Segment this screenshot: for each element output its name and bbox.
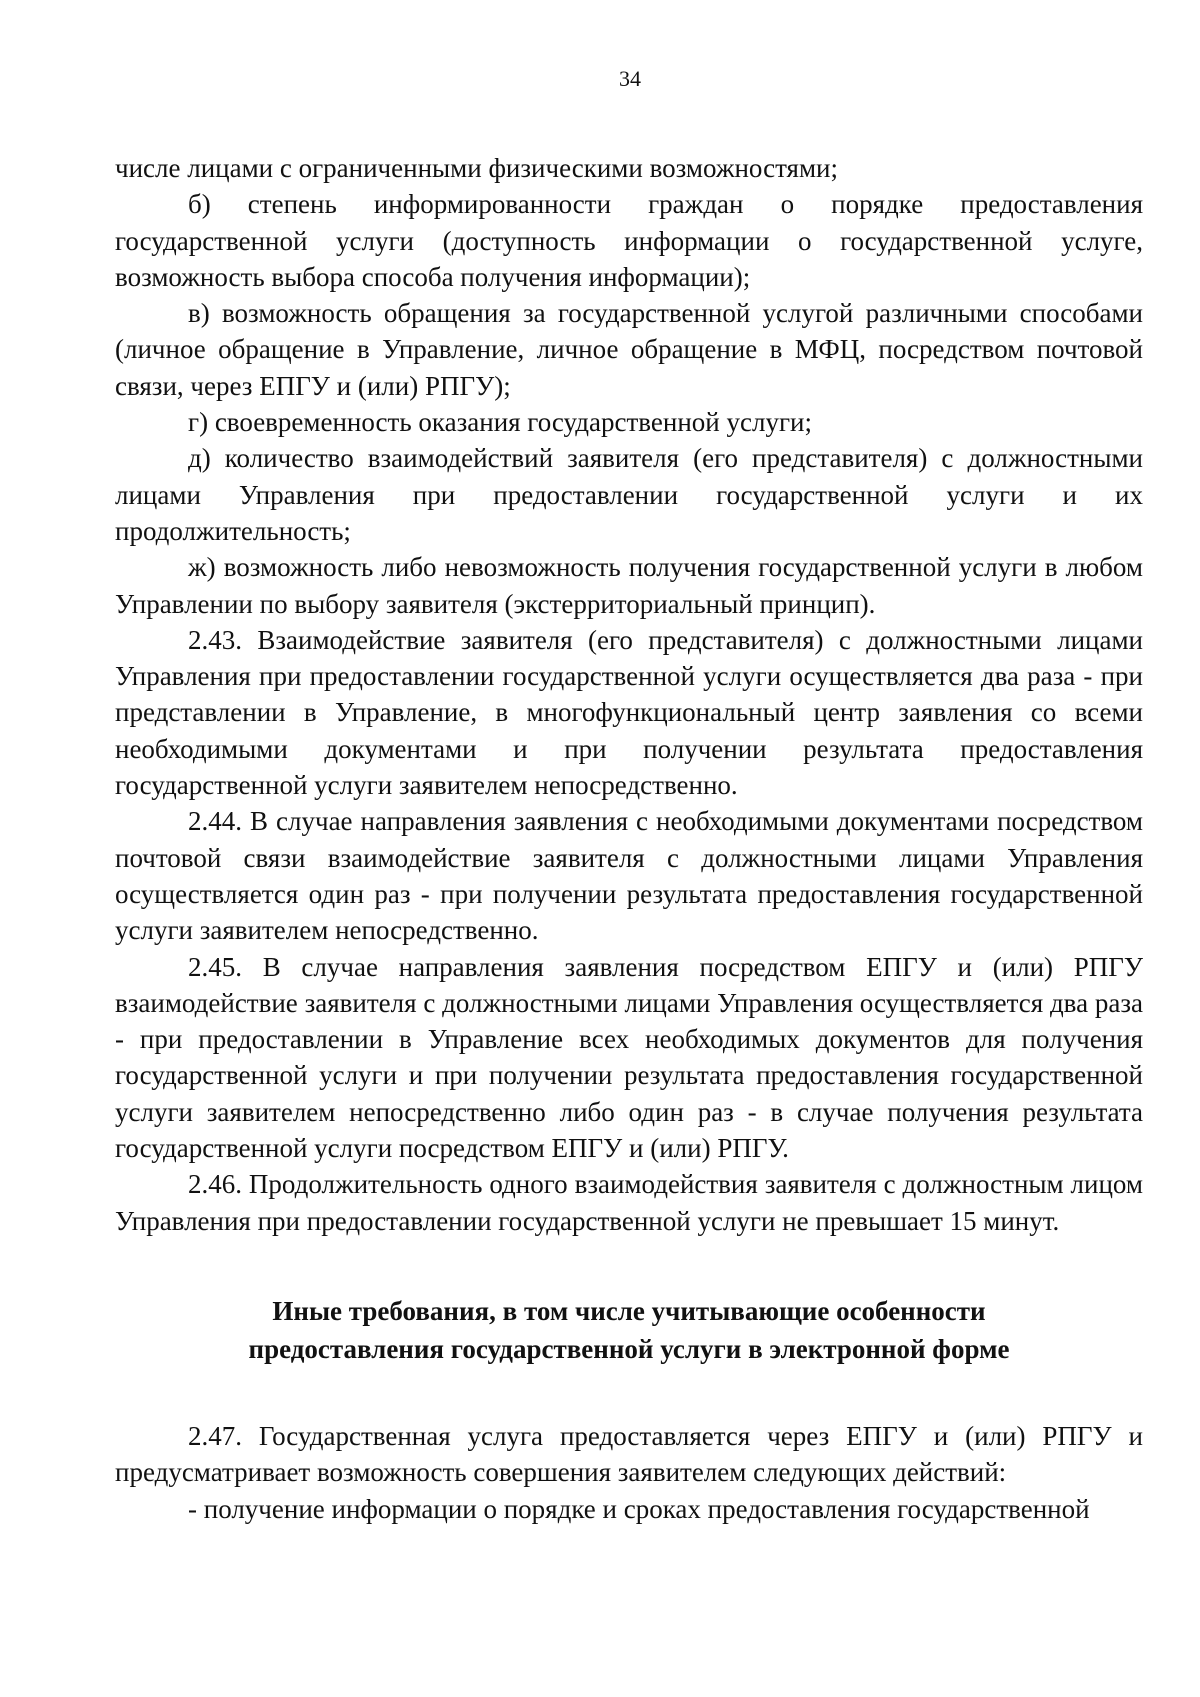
paragraph-continuation: числе лицами с ограниченными физическими возможностями; — [115, 153, 838, 183]
paragraph-item-v: в) возможность обращения за государственной услугой различными способами (личное обращение в Управление, личное обращение в МФЦ, посредством почтовой связи, через ЕПГУ и (или) РПГУ); — [115, 298, 1143, 401]
paragraph-item-g: г) своевременность оказания государственной услуги; — [188, 407, 812, 438]
paragraph-2-44: 2.44. В случае направления заявления с необходимыми документами посредством почтовой связи взаимодействие заявителя с должностными лицами Управления осуществляется один раз - при получении результата предоставления государственной услуги заявителем непосредственно. — [115, 806, 1143, 946]
list-item-dash: - получение информации о порядке и сроках предоставления государственной — [188, 1493, 1090, 1524]
page-number: 34 — [619, 66, 641, 91]
section-heading — [115, 1292, 1143, 1368]
paragraph-item-zh: ж) возможность либо невозможность получения государственной услуги в любом Управлении по выбору заявителя (экстерриториальный принцип). — [115, 552, 1143, 619]
paragraph-2-46: 2.46. Продолжительность одного взаимодействия заявителя с должностным лицом Управления при предоставлении государственной услуги не превышает 15 минут. — [115, 1169, 1143, 1236]
document-body — [115, 150, 1143, 1527]
paragraph-2-43: 2.43. Взаимодействие заявителя (его представителя) с должностными лицами Управления при предоставлении государственной услуги осуществляется два раза - при представлении в Управление, в многофункциональный центр заявления со всеми необходимыми документами и при получении результата предоставления государственной услуги заявителем непосредственно. — [115, 624, 1143, 801]
paragraph-item-d: д) количество взаимодействий заявителя (его представителя) с должностными лицами Управления при предоставлении государственной услуги и их продолжительность; — [115, 443, 1143, 546]
section-heading-line-1: Иные требования, в том числе учитывающие особенности — [272, 1295, 986, 1326]
paragraph-item-b: б) степень информированности граждан о порядке предоставления государственной услуги (доступность информации о государственной услуге, возможность выбора способа получения информации); — [115, 189, 1143, 292]
section-heading-line-2: предоставления государственной услуги в электронной форме — [248, 1333, 1010, 1364]
paragraph-2-47: 2.47. Государственная услуга предоставляется через ЕПГУ и (или) РПГУ и предусматривает возможность совершения заявителем следующих действий: — [115, 1420, 1143, 1488]
paragraph-2-45: 2.45. В случае направления заявления посредством ЕПГУ и (или) РПГУ взаимодействие заявителя с должностными лицами Управления осуществляется два раза - при предоставлении в Управление всех необходимых документов для получения государственной услуги и при получении результата предоставления государственной услуги заявителем непосредственно либо один раз - в случае получения результата государственной услуги посредством ЕПГУ и (или) РПГУ. — [115, 951, 1143, 1164]
